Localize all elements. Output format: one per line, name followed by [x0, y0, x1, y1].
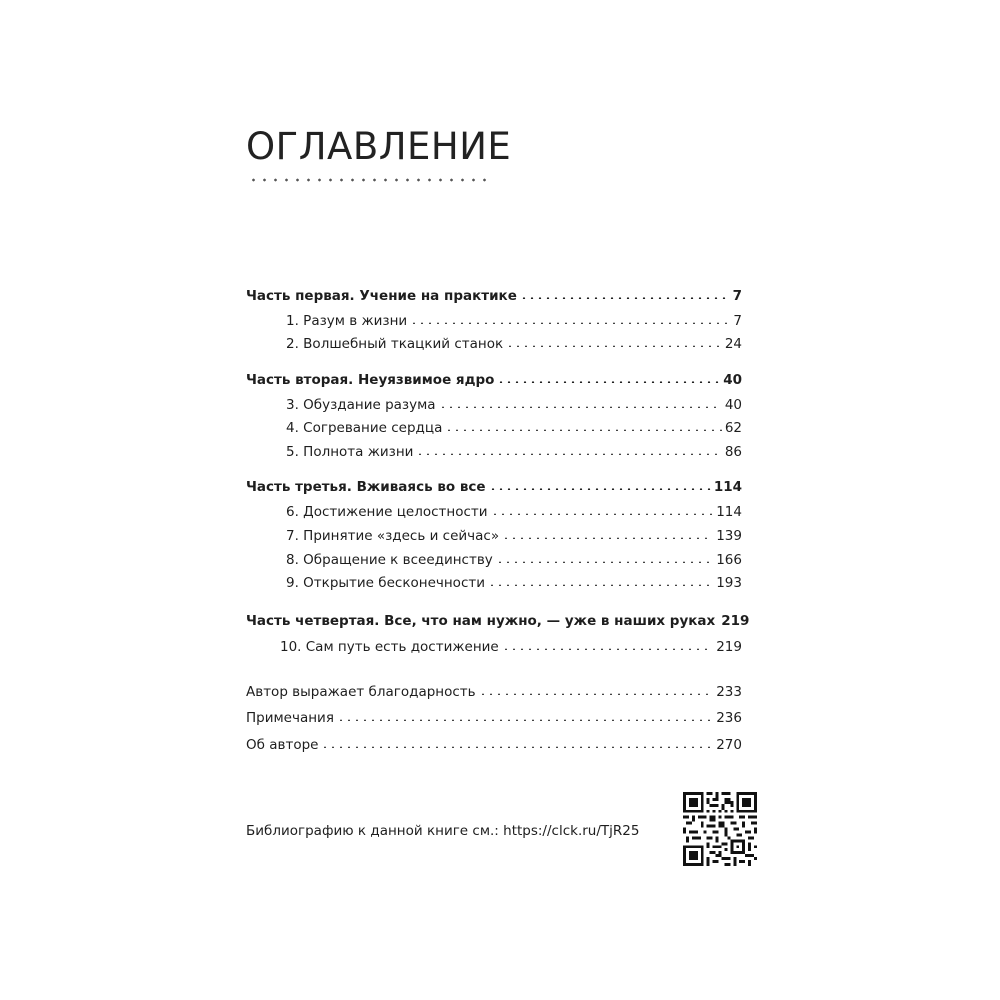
toc-page-number: 40 [724, 397, 742, 413]
dot-leader [445, 429, 721, 431]
toc-part-4[interactable] [246, 610, 750, 632]
toc-chapter-10[interactable] [280, 636, 742, 658]
toc-page-number: 139 [716, 528, 742, 544]
toc-about-author[interactable] [246, 734, 742, 756]
qr-code-icon[interactable] [683, 792, 757, 866]
toc-page-number: 219 [716, 639, 742, 655]
toc-chapter-3[interactable] [286, 394, 742, 416]
toc-chapter-9[interactable] [286, 572, 742, 594]
toc-entry-label: 6. Достижение целостности [286, 504, 488, 520]
toc-entry-label: Часть четвертая. Все, что нам нужно, — уже в наших руках [246, 613, 716, 629]
toc-page-number: 7 [733, 313, 742, 329]
toc-chapter-5[interactable] [286, 441, 742, 463]
dot-leader [502, 537, 713, 539]
toc-entry-label: Часть вторая. Неуязвимое ядро [246, 372, 495, 388]
toc-chapter-6[interactable] [286, 501, 742, 523]
dot-leader [410, 322, 730, 324]
toc-page-number: 86 [724, 444, 742, 460]
dot-leader [496, 561, 713, 563]
toc-entry-label: Автор выражает благодарность [246, 684, 476, 700]
dot-leader [416, 453, 721, 455]
toc-entry-label: 9. Открытие бесконечности [286, 575, 485, 591]
dot-leader [520, 297, 730, 299]
table-of-contents [246, 0, 750, 1000]
toc-acknowledgements[interactable] [246, 681, 742, 703]
toc-page-number: 62 [724, 420, 742, 436]
toc-entry-label: Часть первая. Учение на практике [246, 288, 517, 304]
toc-entry-label: 7. Принятие «здесь и сейчас» [286, 528, 500, 544]
toc-page-number: 114 [713, 479, 742, 495]
page-title: ОГЛАВЛЕНИЕ [246, 125, 512, 168]
toc-page-number: 270 [716, 737, 742, 753]
toc-entry-label: 4. Согревание сердца [286, 420, 443, 436]
dot-leader [489, 488, 711, 490]
dot-leader [321, 746, 713, 748]
dot-leader [439, 406, 722, 408]
toc-part-2[interactable] [246, 369, 742, 391]
toc-page-number: 24 [724, 336, 742, 352]
toc-chapter-7[interactable] [286, 525, 742, 547]
toc-page-number: 219 [721, 613, 750, 629]
toc-entry-label: 10. Сам путь есть достижение [280, 639, 499, 655]
toc-page-number: 236 [716, 710, 742, 726]
toc-entry-label: Примечания [246, 710, 334, 726]
dot-leader [506, 345, 722, 347]
dot-leader [502, 648, 713, 650]
toc-part-1[interactable] [246, 285, 742, 307]
toc-page-number: 40 [723, 372, 742, 388]
dot-leader [479, 693, 714, 695]
toc-part-3[interactable] [246, 476, 742, 498]
toc-entry-label: 3. Обуздание разума [286, 397, 436, 413]
toc-entry-label: 2. Волшебный ткацкий станок [286, 336, 504, 352]
dot-leader [488, 584, 713, 586]
toc-chapter-1[interactable] [286, 310, 742, 332]
dot-leader [337, 719, 713, 721]
toc-entry-label: Об авторе [246, 737, 319, 753]
toc-entry-label: 8. Обращение к всеединству [286, 552, 493, 568]
toc-page-number: 114 [716, 504, 742, 520]
toc-entry-label: 5. Полнота жизни [286, 444, 414, 460]
toc-chapter-2[interactable] [286, 333, 742, 355]
dot-leader [491, 513, 714, 515]
toc-page-number: 7 [732, 288, 742, 304]
toc-chapter-8[interactable] [286, 549, 742, 571]
toc-entry-label: Часть третья. Вживаясь во все [246, 479, 486, 495]
toc-page-number: 193 [716, 575, 742, 591]
toc-page-number: 233 [716, 684, 742, 700]
toc-entry-label: 1. Разум в жизни [286, 313, 408, 329]
bibliography-note[interactable]: Библиографию к данной книге см.: https://clck.ru/TjR25 [246, 823, 640, 839]
toc-notes[interactable] [246, 707, 742, 729]
dot-leader [497, 381, 720, 383]
toc-page-number: 166 [716, 552, 742, 568]
toc-chapter-4[interactable] [286, 417, 742, 439]
